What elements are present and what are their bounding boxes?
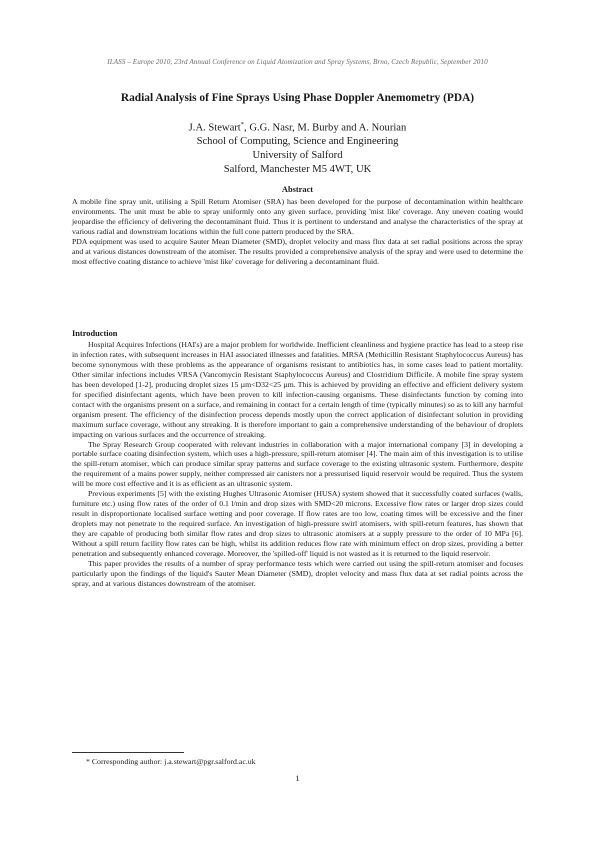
author-list: [60, 118, 535, 135]
introduction-paragraph: This paper provides the results of a number of spray performance tests which were carried out using the spill-return atomiser and focuses particularly upon the findings of the liquid's Sauter Mean Diameter (SMD), droplet velocity and mass flux data at set radial points across the spray, and at various distances downstream of the atomiser.: [72, 558, 523, 588]
corresponding-author-footnote: * Corresponding author: j.a.stewart@pgr.salford.ac.uk: [86, 757, 256, 766]
abstract-body: [72, 197, 523, 267]
first-author: J.A. Stewart: [188, 122, 241, 134]
footnote-divider: [72, 752, 184, 753]
abstract-paragraph: PDA equipment was used to acquire Sauter Mean Diameter (SMD), droplet velocity and mass flux data at set radial positions across the spray and at various distances downstream of the atomiser. The results provided a comprehensive analysis of the spray and were used to determine the most effective coating distance to achieve 'mist like' coverage for delivering a decontaminant fluid.: [72, 237, 523, 266]
page-number: 1: [295, 774, 300, 783]
author-affiliation: School of Computing, Science and Engineering: [196, 136, 399, 148]
authors-block: [60, 118, 535, 177]
abstract-heading: Abstract: [281, 185, 314, 194]
corresponding-author-mark: *: [240, 121, 245, 128]
author-university: University of Salford: [252, 150, 343, 162]
paper-title: Radial Analysis of Fine Sprays Using Phase Doppler Anemometry (PDA): [120, 92, 475, 104]
introduction-paragraph: The Spray Research Group cooperated with relevant industries in collaboration with a major international company [3] in developing a portable surface coating disinfection system, which uses a high-pressure, spill-return atomiser [4]. The main aim of this investigation is to utilise the spill-return atomiser, which can produce similar spray patterns and surface coverage to the existing ultrasonic system. Furthermore, despite the requirement of a mains power supply, neither compressed air canisters nor a pressurised liquid reservoir would be required. Thus the system will be more cost effective and it is as efficient as an ultrasonic system.: [72, 439, 523, 489]
abstract-paragraph: A mobile fine spray unit, utilising a Spill Return Atomiser (SRA) has been developed for the purpose of decontamination within healthcare environments. The unit must be able to spray uniformly onto any given surface, providing 'mist like' coverage. Any uneven coating would jeopardise the efficiency of delivering the decontaminant fluid. Thus it is pertinent to understand and analyse the characteristics of the spray at various radial and downstream locations within the full cone pattern produced by the SRA.: [72, 197, 523, 236]
author-address: Salford, Manchester M5 4WT, UK: [223, 163, 372, 175]
introduction-paragraph: Previous experiments [5] with the existing Hughes Ultrasonic Atomiser (HUSA) system showed that it successfully coated surfaces (walls, furniture etc.) using flow rates of the order of 0.1 l/min and drop sizes with SMD<20 microns. Excessive flow rates or larger drop sizes could result in disproportionate localised surface wetting and poor coverage. If flow rates are too low, coating times will be excessive and the finer droplets may not penetrate to the required surface. An investigation of high-pressure swirl atomisers, with spill-return features, has shown that they are capable of producing both similar flow rates and drop sizes to ultrasonic atomisers at a supply pressure to the order of 10 MPa [6]. Without a spill return facility flow rates can be high, whilst its addition reduces flow rate with minimum effect on drop sizes, providing a better penetration and subsequently enhanced coverage. Moreover, the 'spilled-off' liquid is not wasted as it is returned to the liquid reservoir.: [72, 489, 523, 559]
introduction-heading: Introduction: [72, 329, 118, 338]
running-header: ILASS – Europe 2010, 23rd Annual Conference on Liquid Atomization and Spray Systems, Brno, Czech Republic, September 2010: [107, 58, 488, 66]
other-authors: , G.G. Nasr, M. Burby and A. Nourian: [244, 122, 407, 134]
introduction-paragraph: Hospital Acquires Infections (HAI's) are a major problem for worldwide. Inefficient cleanliness and hygiene practice has lead to a steep rise in infection rates, with subsequent increases in HAI associated illnesses and fatalities. MRSA (Methicillin Resistant Staphylococcus Aureus) has become synonymous with these problems as the appearance of organisms resistant to antibiotics has, in some cases lead to patient mortality. Other similar infections includes VRSA (Vancomycin Resistant Staphylococcus Aureus) and Clostridium Difficile. A mobile fine spray system has been developed [1-2], producing droplet sizes 15 µm<D32<25 µm. This is achieved by providing an effective and efficient delivery system for specified disinfectant agents, which have been proven to kill infection-causing organisms. These disinfectants function by coming into contact with the organisms present on a surface, and remaining in contact for a certain length of time (typically minutes) so as to kill any harmful organism present. The efficiency of the disinfection process depends mostly upon the correct application of disinfectant solution in providing maximum surface coverage, without any streaking. It is therefore important to gain a comprehensive understanding of the behaviour of droplets impacting on various surfaces and the occurrence of streaking.: [72, 340, 523, 439]
introduction-body: [72, 340, 523, 589]
